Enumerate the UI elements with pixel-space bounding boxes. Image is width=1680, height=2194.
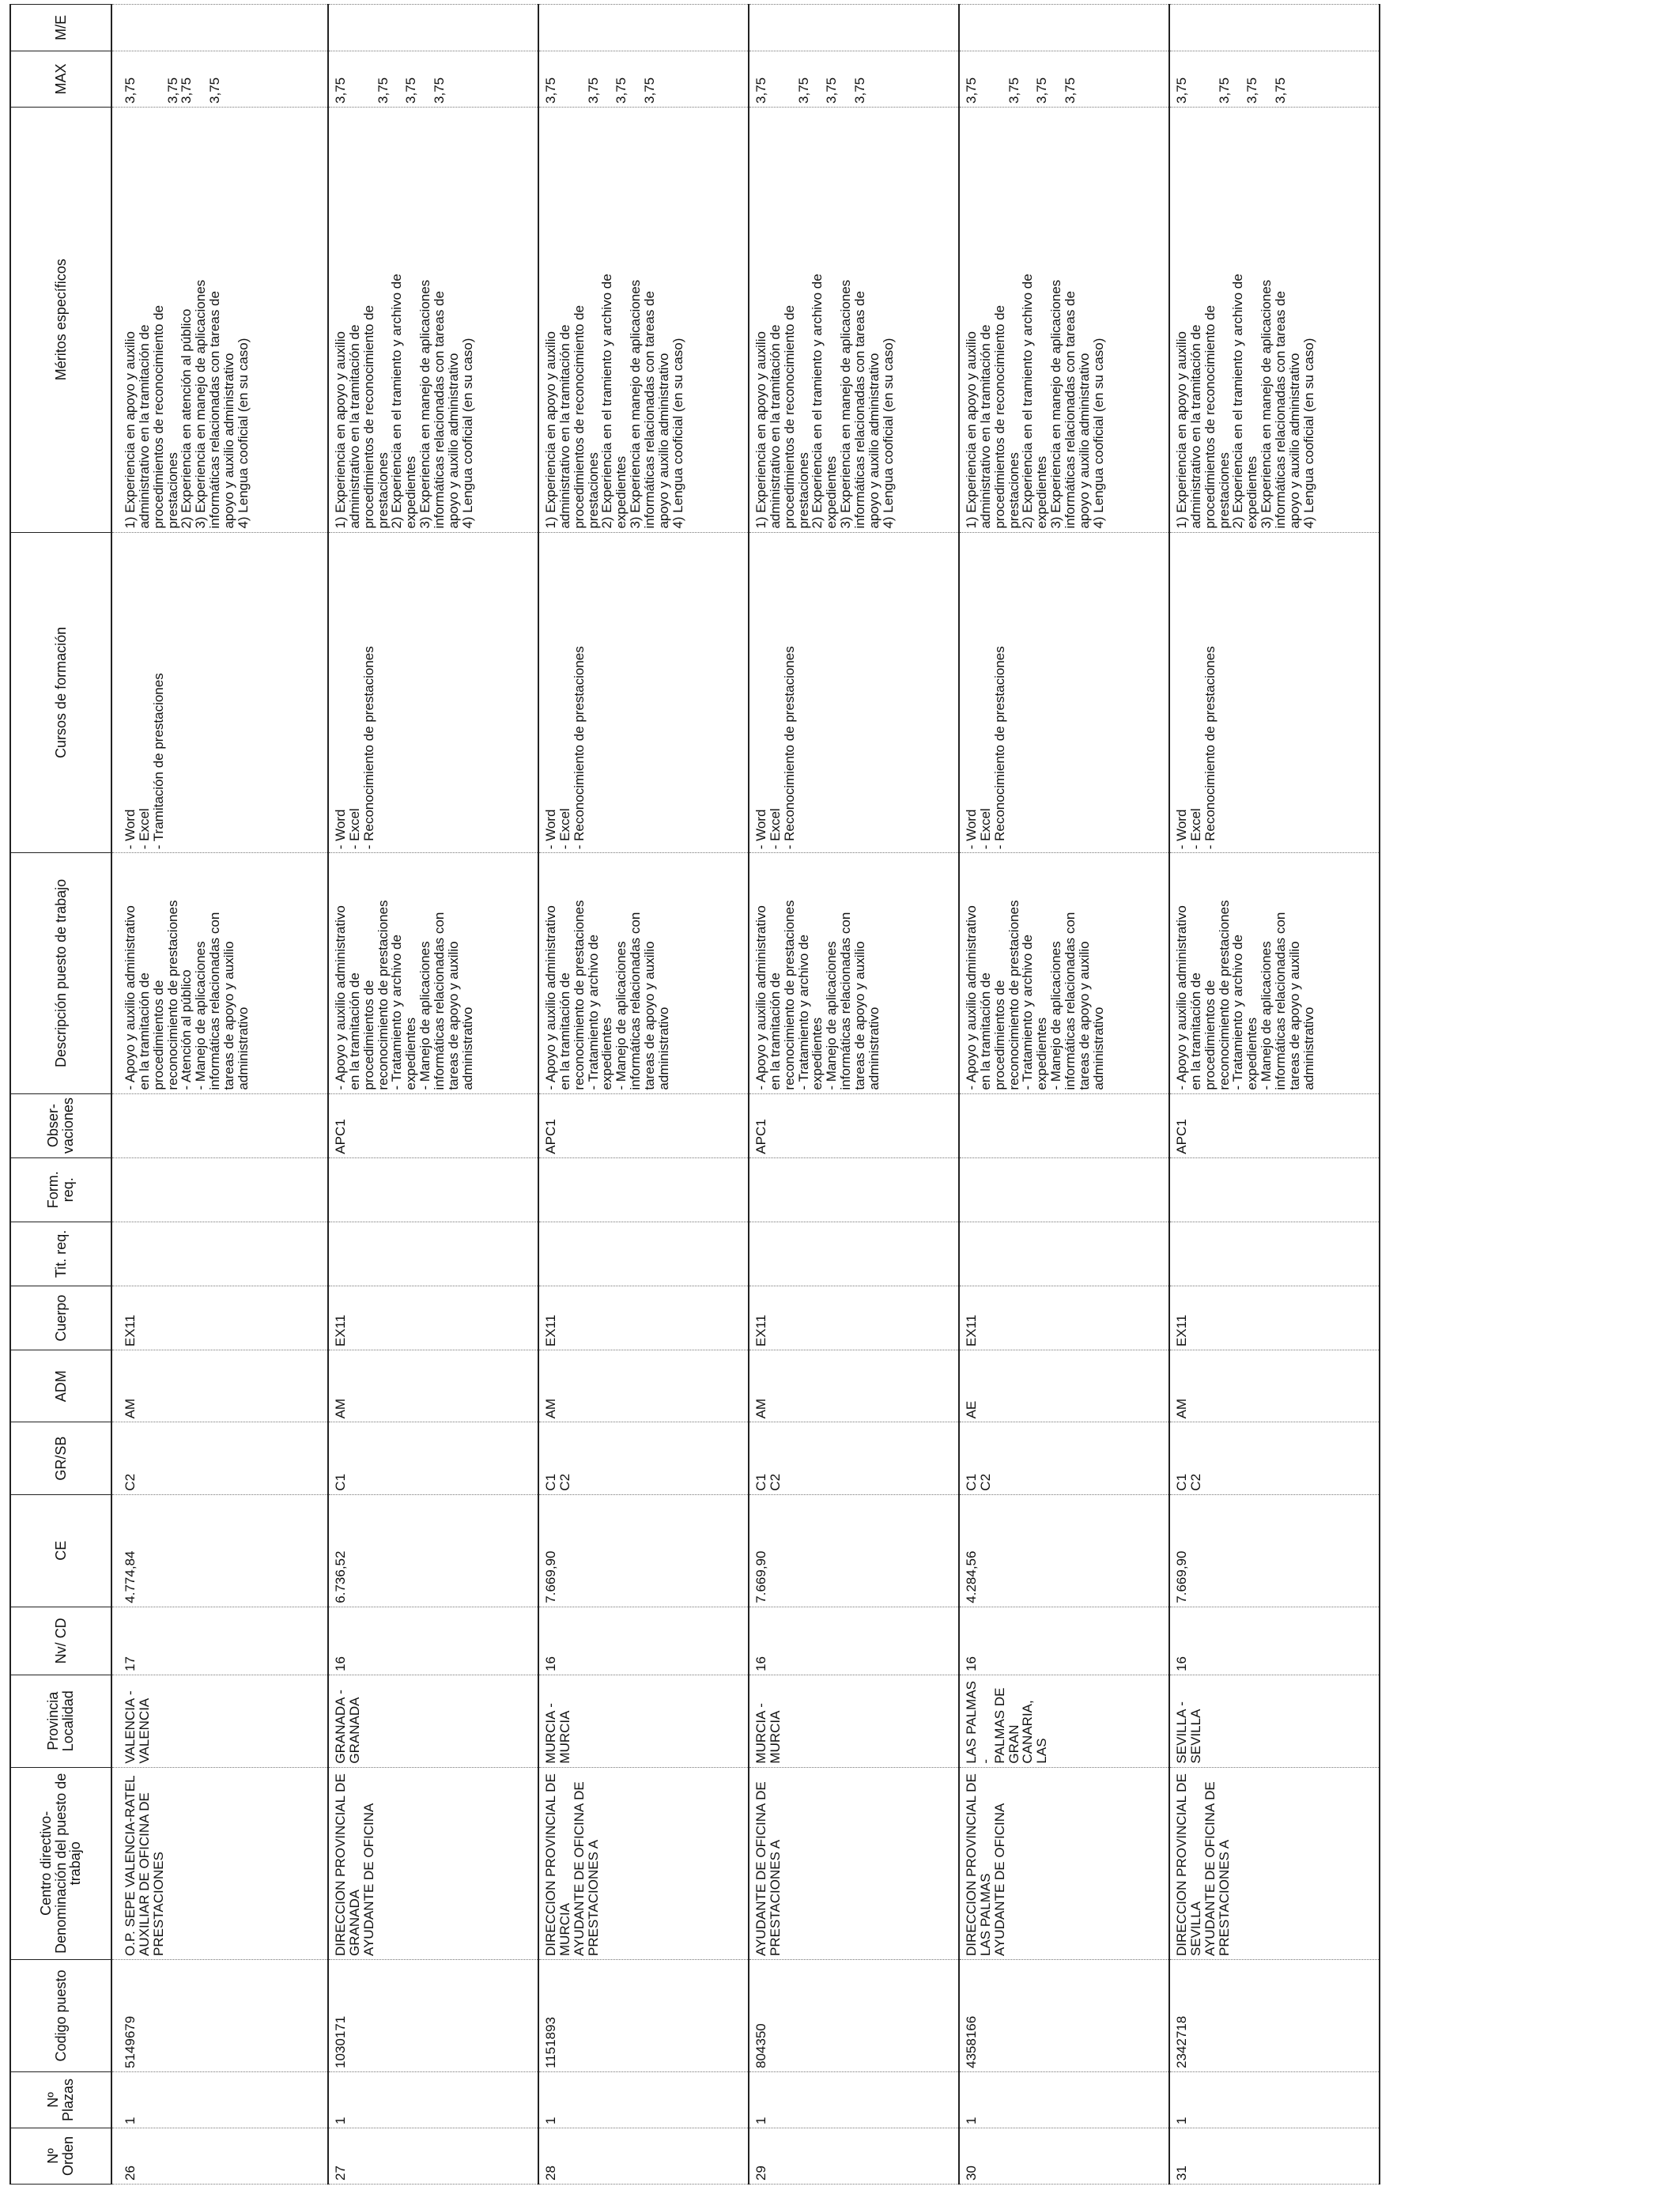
titulacion-cell <box>959 1222 1169 1286</box>
cuerpo-cell: EX11 <box>328 1286 538 1350</box>
max-cell: 3,75 3,75 3,75 3,75 <box>1169 51 1380 107</box>
formacion-cell <box>538 1157 749 1222</box>
centro-directivo: O.P. SEPE VALENCIA-RATEL <box>123 1775 138 1956</box>
adm-cell: AM <box>1169 1350 1380 1422</box>
table-row <box>1169 5 1380 2185</box>
formacion-cell <box>328 1157 538 1222</box>
max-cell: 3,75 3,75 3,75 3,75 <box>538 51 749 107</box>
me-cell <box>111 5 328 51</box>
max-cell: 3,75 3,75 3,75 3,75 <box>959 51 1169 107</box>
plazas-cell: 1 <box>328 2072 538 2128</box>
provincia-cell: GRANADA - GRANADA <box>328 1675 538 1767</box>
nivel-cell: 16 <box>328 1607 538 1675</box>
nivel-cell: 16 <box>538 1607 749 1675</box>
grupo-cell: C1 C2 <box>1169 1422 1380 1494</box>
formacion-cell <box>1169 1157 1380 1222</box>
meritos-cell: 1) Experiencia en apoyo y auxilio administrativo en la tramitación de procedimientos de reconocimiento de prestaciones 2) Experiencia en el tramiento y archivo de expedientes 3) Experiencia en manejo de aplicaciones informáticas relacionadas con tareas de apoyo y auxilio administrativo 4) Lengua cooficial (en su caso) <box>328 107 538 532</box>
descripcion-cell: - Apoyo y auxilio administrativo en la tramitación de procedimientos de reconocimiento de prestaciones - Tratamiento y archivo de expedientes - Manejo de aplicaciones informáticas relacionadas con tareas de apoyo y auxilio administrativo <box>328 853 538 1093</box>
titulacion-cell <box>749 1222 959 1286</box>
provincia-cell: VALENCIA - VALENCIA <box>111 1675 328 1767</box>
titulacion-cell <box>1169 1222 1380 1286</box>
centro-directivo: DIRECCION PROVINCIAL DE SEVILLA <box>1174 1773 1203 1956</box>
max-cell: 3,75 3,75 3,75 3,75 <box>111 51 328 107</box>
denominacion: AYUDANTE DE OFICINA DE PRESTACIONES A <box>753 1781 783 1956</box>
descripcion-cell: - Apoyo y auxilio administrativo en la tramitación de procedimientos de reconocimiento de prestaciones - Atención al público - Manejo de aplicaciones informáticas relacionadas con tareas de apoyo y auxilio administrativo <box>111 853 328 1093</box>
header-adm: ADM <box>10 1350 111 1422</box>
table-row <box>328 5 538 2185</box>
observaciones-cell: APC1 <box>328 1093 538 1157</box>
codigo-cell: 5149679 <box>111 1960 328 2072</box>
me-cell <box>538 5 749 51</box>
meritos-cell: 1) Experiencia en apoyo y auxilio administrativo en la tramitación de procedimientos de reconocimiento de prestaciones 2) Experiencia en el tramiento y archivo de expedientes 3) Experiencia en manejo de aplicaciones informáticas relacionadas con tareas de apoyo y auxilio administrativo 4) Lengua cooficial (en su caso) <box>538 107 749 532</box>
header-titulacion: Tit. req. <box>10 1222 111 1286</box>
header-plazas: Nº Plazas <box>10 2072 111 2128</box>
header-max: MAX <box>10 51 111 107</box>
plazas-cell: 1 <box>538 2072 749 2128</box>
meritos-cell: 1) Experiencia en apoyo y auxilio administrativo en la tramitación de procedimientos de reconocimiento de prestaciones 2) Experiencia en el tramiento y archivo de expedientes 3) Experiencia en manejo de aplicaciones informáticas relacionadas con tareas de apoyo y auxilio administrativo 4) Lengua cooficial (en su caso) <box>1169 107 1380 532</box>
cursos-cell: - Word - Excel - Reconocimiento de prestaciones <box>1169 532 1380 853</box>
denominacion: AYUDANTE DE OFICINA DE PRESTACIONES A <box>1202 1781 1232 1956</box>
header-nivel: Nv/ CD <box>10 1607 111 1675</box>
observaciones-cell: APC1 <box>538 1093 749 1157</box>
header-cuerpo: Cuerpo <box>10 1286 111 1350</box>
table-row <box>959 5 1169 2185</box>
centro-directivo: DIRECCION PROVINCIAL DE GRANADA <box>333 1773 362 1956</box>
meritos-cell: 1) Experiencia en apoyo y auxilio administrativo en la tramitación de procedimientos de reconocimiento de prestaciones 2) Experiencia en el tramiento y archivo de expedientes 3) Experiencia en manejo de aplicaciones informáticas relacionadas con tareas de apoyo y auxilio administrativo 4) Lengua cooficial (en su caso) <box>959 107 1169 532</box>
orden-cell: 27 <box>328 2128 538 2185</box>
denominacion: AYUDANTE DE OFICINA DE PRESTACIONES A <box>571 1781 601 1956</box>
formacion-cell <box>111 1157 328 1222</box>
ce-cell: 6.736,52 <box>328 1494 538 1607</box>
cursos-cell: - Word - Excel - Reconocimiento de prestaciones <box>749 532 959 853</box>
adm-cell: AM <box>111 1350 328 1422</box>
cuerpo-cell: EX11 <box>111 1286 328 1350</box>
formacion-cell <box>749 1157 959 1222</box>
ce-cell: 4.284,56 <box>959 1494 1169 1607</box>
meritos-cell: 1) Experiencia en apoyo y auxilio administrativo en la tramitación de procedimientos de reconocimiento de prestaciones 2) Experiencia en atención al público 3) Experiencia en manejo de aplicaciones informáticas relacionadas con tareas de apoyo y auxilio administrativo 4) Lengua cooficial (en su caso) <box>111 107 328 532</box>
descripcion-cell: - Apoyo y auxilio administrativo en la tramitación de procedimientos de reconocimiento de prestaciones - Tratamiento y archivo de expedientes - Manejo de aplicaciones informáticas relacionadas con tareas de apoyo y auxilio administrativo <box>959 853 1169 1093</box>
formacion-cell <box>959 1157 1169 1222</box>
adm-cell: AM <box>538 1350 749 1422</box>
cuerpo-cell: EX11 <box>538 1286 749 1350</box>
grupo-cell: C1 C2 <box>959 1422 1169 1494</box>
nivel-cell: 17 <box>111 1607 328 1675</box>
adm-cell: AM <box>328 1350 538 1422</box>
orden-cell: 30 <box>959 2128 1169 2185</box>
observaciones-cell: APC1 <box>1169 1093 1380 1157</box>
plazas-cell: 1 <box>959 2072 1169 2128</box>
header-cursos: Cursos de formación <box>10 532 111 853</box>
orden-cell: 29 <box>749 2128 959 2185</box>
nivel-cell: 16 <box>959 1607 1169 1675</box>
titulacion-cell <box>538 1222 749 1286</box>
ce-cell: 7.669,90 <box>538 1494 749 1607</box>
grupo-cell: C1 <box>328 1422 538 1494</box>
header-centro: Centro directivo- Denominación del puesto de trabajo <box>10 1767 111 1959</box>
centro-directivo: DIRECCION PROVINCIAL DE MURCIA <box>543 1773 572 1956</box>
ce-cell: 4.774,84 <box>111 1494 328 1607</box>
me-cell <box>959 5 1169 51</box>
observaciones-cell: APC1 <box>749 1093 959 1157</box>
nivel-cell: 16 <box>749 1607 959 1675</box>
header-formacion: Form. req. <box>10 1157 111 1222</box>
observaciones-cell <box>959 1093 1169 1157</box>
denominacion: AYUDANTE DE OFICINA <box>361 1803 376 1956</box>
centro-cell <box>959 1767 1169 1959</box>
max-cell: 3,75 3,75 3,75 3,75 <box>328 51 538 107</box>
centro-cell <box>749 1767 959 1959</box>
me-cell <box>1169 5 1380 51</box>
descripcion-cell: - Apoyo y auxilio administrativo en la tramitación de reconocimiento de prestaciones - Tratamiento y archivo de expedientes - Manejo de aplicaciones informáticas relacionadas con tareas de apoyo y auxilio administrativo <box>749 853 959 1093</box>
cursos-cell: - Word - Excel - Reconocimiento de prestaciones <box>328 532 538 853</box>
centro-cell <box>1169 1767 1380 1959</box>
me-cell <box>749 5 959 51</box>
titulacion-cell <box>111 1222 328 1286</box>
centro-cell <box>538 1767 749 1959</box>
adm-cell: AM <box>749 1350 959 1422</box>
provincia-cell: SEVILLA - SEVILLA <box>1169 1675 1380 1767</box>
denominacion: AYUDANTE DE OFICINA <box>991 1803 1007 1956</box>
provincia-cell: MURCIA - MURCIA <box>538 1675 749 1767</box>
centro-cell <box>328 1767 538 1959</box>
header-descripcion: Descripción puesto de trabajo <box>10 853 111 1093</box>
header-me: M/E <box>10 5 111 51</box>
codigo-cell: 4358166 <box>959 1960 1169 2072</box>
provincia-cell: LAS PALMAS - PALMAS DE GRAN CANARIA, LAS <box>959 1675 1169 1767</box>
positions-table <box>9 4 1380 2185</box>
grupo-cell: C1 C2 <box>538 1422 749 1494</box>
grupo-cell: C1 C2 <box>749 1422 959 1494</box>
cuerpo-cell: EX11 <box>1169 1286 1380 1350</box>
cursos-cell: - Word - Excel - Reconocimiento de prestaciones <box>538 532 749 853</box>
header-codigo: Codigo puesto <box>10 1960 111 2072</box>
table-row <box>538 5 749 2185</box>
cuerpo-cell: EX11 <box>749 1286 959 1350</box>
descripcion-cell: - Apoyo y auxilio administrativo en la tramitación de reconocimiento de prestaciones - Tratamiento y archivo de expedientes - Manejo de aplicaciones informáticas relacionadas con tareas de apoyo y auxilio administrativo <box>538 853 749 1093</box>
header-row <box>10 5 111 2185</box>
header-provincia: Provincia Localidad <box>10 1675 111 1767</box>
titulacion-cell <box>328 1222 538 1286</box>
plazas-cell: 1 <box>1169 2072 1380 2128</box>
table-row <box>749 5 959 2185</box>
header-grupo: GR/SB <box>10 1422 111 1494</box>
adm-cell: AE <box>959 1350 1169 1422</box>
meritos-cell: 1) Experiencia en apoyo y auxilio administrativo en la tramitación de procedimientos de reconocimiento de prestaciones 2) Experiencia en el tramiento y archivo de expedientes 3) Experiencia en manejo de aplicaciones informáticas relacionadas con tareas de apoyo y auxilio administrativo 4) Lengua cooficial (en su caso) <box>749 107 959 532</box>
header-meritos: Méritos específicos <box>10 107 111 532</box>
plazas-cell: 1 <box>749 2072 959 2128</box>
ce-cell: 7.669,90 <box>749 1494 959 1607</box>
denominacion: AUXILIAR DE OFICINA DE PRESTACIONES <box>136 1792 166 1956</box>
codigo-cell: 1151893 <box>538 1960 749 2072</box>
grupo-cell: C2 <box>111 1422 328 1494</box>
descripcion-cell: - Apoyo y auxilio administrativo en la tramitación de procedimientos de reconocimiento de prestaciones - Tratamiento y archivo de expedientes - Manejo de aplicaciones informáticas relacionadas con tareas de apoyo y auxilio administrativo <box>1169 853 1380 1093</box>
header-orden: Nº Orden <box>10 2128 111 2185</box>
orden-cell: 28 <box>538 2128 749 2185</box>
nivel-cell: 16 <box>1169 1607 1380 1675</box>
cuerpo-cell: EX11 <box>959 1286 1169 1350</box>
orden-cell: 26 <box>111 2128 328 2185</box>
codigo-cell: 1030171 <box>328 1960 538 2072</box>
max-cell: 3,75 3,75 3,75 3,75 <box>749 51 959 107</box>
centro-directivo: DIRECCION PROVINCIAL DE LAS PALMAS <box>964 1773 993 1956</box>
orden-cell: 31 <box>1169 2128 1380 2185</box>
centro-cell <box>111 1767 328 1959</box>
header-ce: CE <box>10 1494 111 1607</box>
me-cell <box>328 5 538 51</box>
cursos-cell: - Word - Excel - Tramitación de prestaciones <box>111 532 328 853</box>
ce-cell: 7.669,90 <box>1169 1494 1380 1607</box>
cursos-cell: - Word - Excel - Reconocimiento de prestaciones <box>959 532 1169 853</box>
codigo-cell: 804350 <box>749 1960 959 2072</box>
codigo-cell: 2342718 <box>1169 1960 1380 2072</box>
observaciones-cell <box>111 1093 328 1157</box>
table-row <box>111 5 328 2185</box>
provincia-cell: MURCIA - MURCIA <box>749 1675 959 1767</box>
header-observaciones: Obser- vaciones <box>10 1093 111 1157</box>
plazas-cell: 1 <box>111 2072 328 2128</box>
